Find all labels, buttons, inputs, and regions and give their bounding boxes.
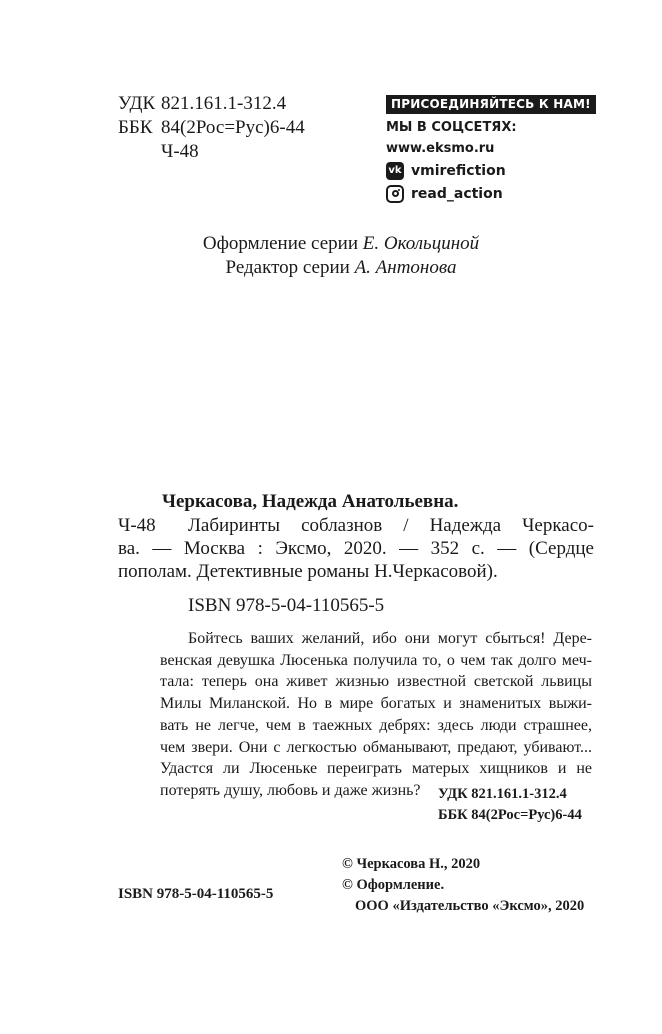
annotation-line: Бойтесь ваших желаний, ибо они могут сбыться! Дере- [188, 630, 592, 647]
annotation-line: Милы Миланской. Но в мире богатых и знаменитых выжи- [160, 695, 592, 713]
bbk-label: ББК [118, 117, 153, 138]
udk-bottom: УДК 821.161.1-312.4 [438, 786, 567, 802]
udk-label: УДК [118, 93, 156, 114]
vk-handle: vmirefiction [411, 162, 506, 179]
annotation-line: вать не легче, чем в таежных дебрях: здесь люди страшнее, [160, 716, 592, 734]
annotation-line: тала: теперь она живет жизнью известной светской львицы [160, 673, 592, 691]
copyright-block [342, 854, 584, 917]
website-link[interactable]: www.eksmo.ru [386, 141, 495, 156]
copyright-design: © Оформление. [342, 877, 445, 893]
instagram-handle: read_action [411, 185, 503, 202]
annotation [160, 628, 592, 802]
social-subtitle: МЫ В СОЦСЕТЯХ: [386, 120, 517, 135]
bbk-value: 84(2Рос=Рус)6-44 [161, 117, 305, 138]
join-us-banner: ПРИСОЕДИНЯЙТЕСЬ К НАМ! [386, 95, 596, 114]
cutter-code: Ч-48 [161, 141, 199, 162]
entry-isbn: ISBN 978-5-04-110565-5 [188, 595, 385, 616]
instagram-row[interactable] [386, 182, 596, 205]
design-label: Оформление серии [202, 233, 358, 254]
series-credits [0, 232, 662, 280]
editor-credit [0, 256, 662, 280]
vk-row[interactable] [386, 159, 596, 182]
copyright-author: © Черкасова Н., 2020 [342, 856, 481, 872]
catalog-entry [118, 490, 594, 617]
design-credit [0, 232, 662, 256]
vk-icon: vk [386, 162, 404, 180]
annotation-line: Удастся ли Люсеньке переиграть матерых хищников и не [160, 760, 592, 778]
social-block [386, 93, 596, 205]
isbn-bottom: ISBN 978-5-04-110565-5 [118, 886, 274, 902]
annotation-line: венская девушка Люсенька получила то, о чем так долго меч- [160, 651, 592, 669]
entry-first-line [118, 514, 594, 537]
copyright-publisher: ООО «Издательство «Эксмо», 2020 [355, 898, 585, 914]
annotation-line: чем звери. Они с легкостью обманывают, предают, убивают... [160, 738, 592, 756]
classification-block [118, 92, 305, 164]
entry-line-2: ва. — Москва : Эксмо, 2020. — 352 с. — (Сердце [118, 538, 594, 559]
annotation-line: потерять душу, любовь и даже жизнь? [160, 781, 421, 799]
entry-line-3: пополам. Детективные романы Н.Черкасовой). [118, 561, 498, 582]
entry-cutter: Ч-48 [118, 515, 156, 536]
classification-bottom [438, 784, 582, 826]
entry-title-line: Лабиринты соблазнов / Надежда Черкасо- [188, 515, 594, 536]
bbk-row [118, 116, 305, 140]
bbk-bottom: ББК 84(2Рос=Рус)6-44 [438, 807, 582, 823]
design-name: Е. Окольциной [362, 233, 480, 254]
editor-label: Редактор серии [225, 257, 350, 278]
udk-value: 821.161.1-312.4 [161, 93, 287, 114]
editor-name: А. Антонова [354, 257, 457, 278]
instagram-icon [386, 185, 404, 203]
udk-row [118, 92, 305, 116]
entry-author: Черкасова, Надежда Анатольевна. [162, 491, 459, 512]
